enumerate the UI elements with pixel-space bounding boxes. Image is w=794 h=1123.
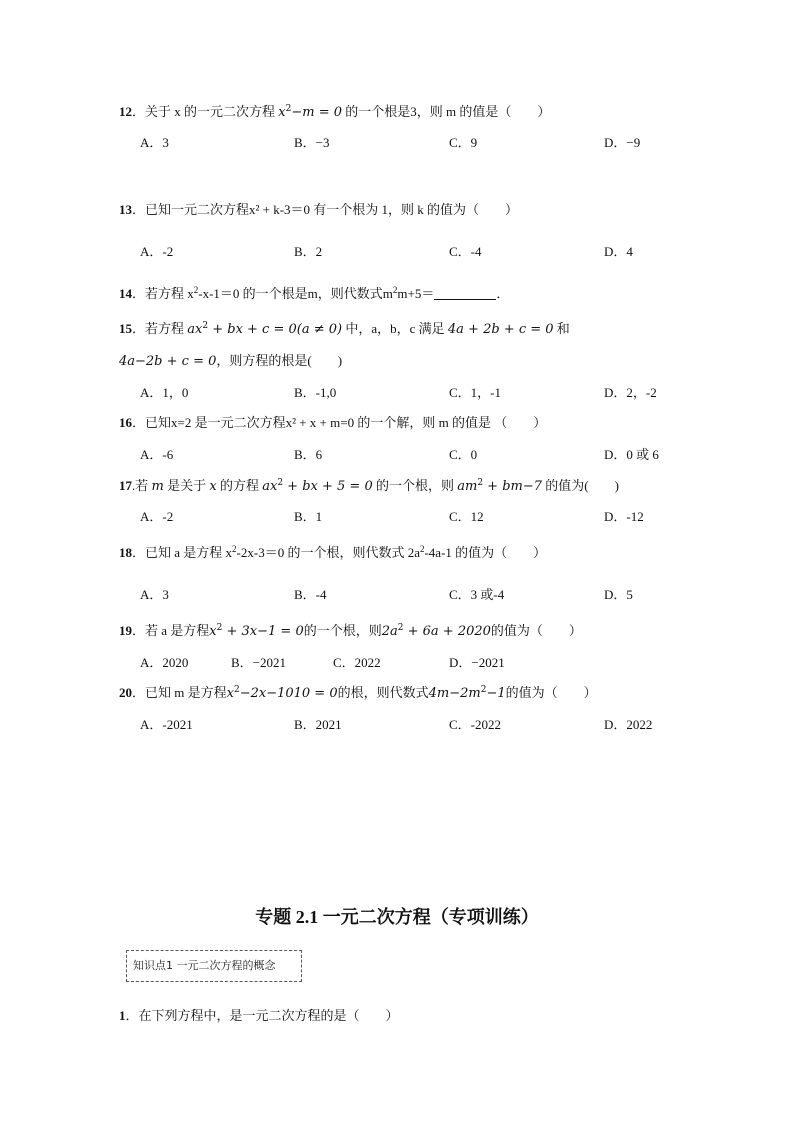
option-c[interactable]: C．1，-1: [449, 385, 502, 400]
math-expression: $ax^2$ + bx + 5 = 0: [262, 478, 373, 494]
question-1: 1．在下列方程中，是一元二次方程的是（ ）: [119, 1008, 399, 1023]
math-expression: $2a^2 + 6a + 2020$: [381, 623, 491, 639]
option-c[interactable]: C．-2022: [449, 717, 502, 732]
option-b[interactable]: B．-4: [294, 587, 327, 602]
question-20: 20．已知 m 是方程$x^2-2x-1010 = 0$的根，则代数式$4m-2m^2-1$的值为（ ）: [119, 685, 597, 701]
option-a[interactable]: A．-6: [140, 447, 174, 462]
math-expression: $x^2-2x-1010 = 0$: [226, 685, 338, 701]
question-15: 15．若方程 $ax^2$ + bx + c = 0(a ≠ 0) 中，a，b，c 满足 4a + 2b + c = 0 和: [119, 321, 570, 337]
option-d[interactable]: D．0 或 6: [604, 447, 659, 462]
option-a[interactable]: A．3: [140, 587, 169, 602]
question-number: 20: [119, 685, 132, 700]
math-expression: $x^2 + 3x-1 = 0$: [209, 623, 304, 639]
option-d[interactable]: D．2022: [604, 717, 653, 732]
option-b[interactable]: B．2021: [294, 717, 342, 732]
math-expression: $am^2 + bm-7$: [457, 478, 543, 494]
option-b[interactable]: B．-1,0: [294, 385, 337, 400]
option-a[interactable]: A．1，0: [140, 385, 189, 400]
option-c[interactable]: C．-4: [449, 244, 482, 259]
math-expression: $ax^2$ + bx + c = 0(a ≠ 0): [187, 321, 343, 337]
question-12: 12．关于 x 的一元二次方程 $x^2-m = 0$ 的一个根是3，则 m 的值是（ ）: [119, 104, 551, 120]
answer-blank[interactable]: [434, 286, 496, 300]
question-15-cont: 4a−2b + c = 0，则方程的根是( ): [119, 353, 343, 369]
option-b[interactable]: B．2: [294, 244, 323, 259]
option-a[interactable]: A．3: [140, 135, 169, 150]
option-d[interactable]: D．-12: [604, 509, 644, 524]
option-c[interactable]: C．9: [449, 135, 478, 150]
question-number: 12: [119, 104, 132, 119]
option-d[interactable]: D．−9: [604, 135, 641, 150]
question-17: 17.若 m 是关于 x 的方程 $ax^2$ + bx + 5 = 0 的一个根，则 $am^2 + bm-7$ 的值为( ): [119, 478, 619, 494]
option-d[interactable]: D．5: [604, 587, 633, 602]
question-18: 18．已知 a 是方程 $x^2-2x-3=0$ 的一个根，则代数式 $2a^2-4a-1$ 的值为（ ）: [119, 544, 547, 560]
option-c[interactable]: C．2022: [333, 655, 381, 670]
option-a[interactable]: A．-2021: [140, 717, 193, 732]
question-19: 19．若 a 是方程$x^2 + 3x-1 = 0$的一个根，则$2a^2 + 6a + 2020$的值为（ ）: [119, 623, 582, 639]
option-c[interactable]: C．3 或-4: [449, 587, 505, 602]
option-d[interactable]: D．2，-2: [604, 385, 657, 400]
math-expression: $4m-2m^2-1$: [428, 685, 506, 701]
math-expression: $x^2-m = 0$: [278, 104, 342, 120]
question-16: 16．已知x=2 是一元二次方程x² + x + m=0 的一个解，则 m 的值是 （ ）: [119, 415, 547, 430]
option-c[interactable]: C．0: [449, 447, 478, 462]
question-number: 14: [119, 286, 132, 301]
section-title: 专题 2.1 一元二次方程（专项训练）: [255, 907, 539, 927]
option-a[interactable]: A．2020: [140, 655, 189, 670]
option-d[interactable]: D．−2021: [449, 655, 505, 670]
option-b[interactable]: B．1: [294, 509, 323, 524]
math-expression: 4a−2b + c = 0: [119, 354, 217, 369]
option-b[interactable]: B．−3: [294, 135, 330, 150]
math-expression: 4a + 2b + c = 0: [447, 322, 554, 337]
option-a[interactable]: A．-2: [140, 509, 174, 524]
question-number: 13: [119, 202, 132, 217]
question-number: 15: [119, 321, 132, 336]
question-number: 1: [119, 1008, 126, 1023]
option-c[interactable]: C．12: [449, 509, 484, 524]
option-a[interactable]: A．-2: [140, 244, 174, 259]
question-14: 14．若方程 $x^2-x-1=0$ 的一个根是m，则代数式$m^2m+5=$ ．: [119, 285, 510, 301]
option-b[interactable]: B．6: [294, 447, 323, 462]
knowledge-point-tag: 知识点1 一元二次方程的概念: [126, 950, 302, 982]
option-d[interactable]: D．4: [604, 244, 633, 259]
question-number: 18: [119, 545, 132, 560]
question-number: 17: [119, 478, 132, 493]
question-number: 16: [119, 415, 132, 430]
option-b[interactable]: B．−2021: [231, 655, 287, 670]
question-number: 19: [119, 623, 132, 638]
question-13: 13．已知一元二次方程x² + k-3＝0 有一个根为 1，则 k 的值为（ ）: [119, 202, 519, 217]
